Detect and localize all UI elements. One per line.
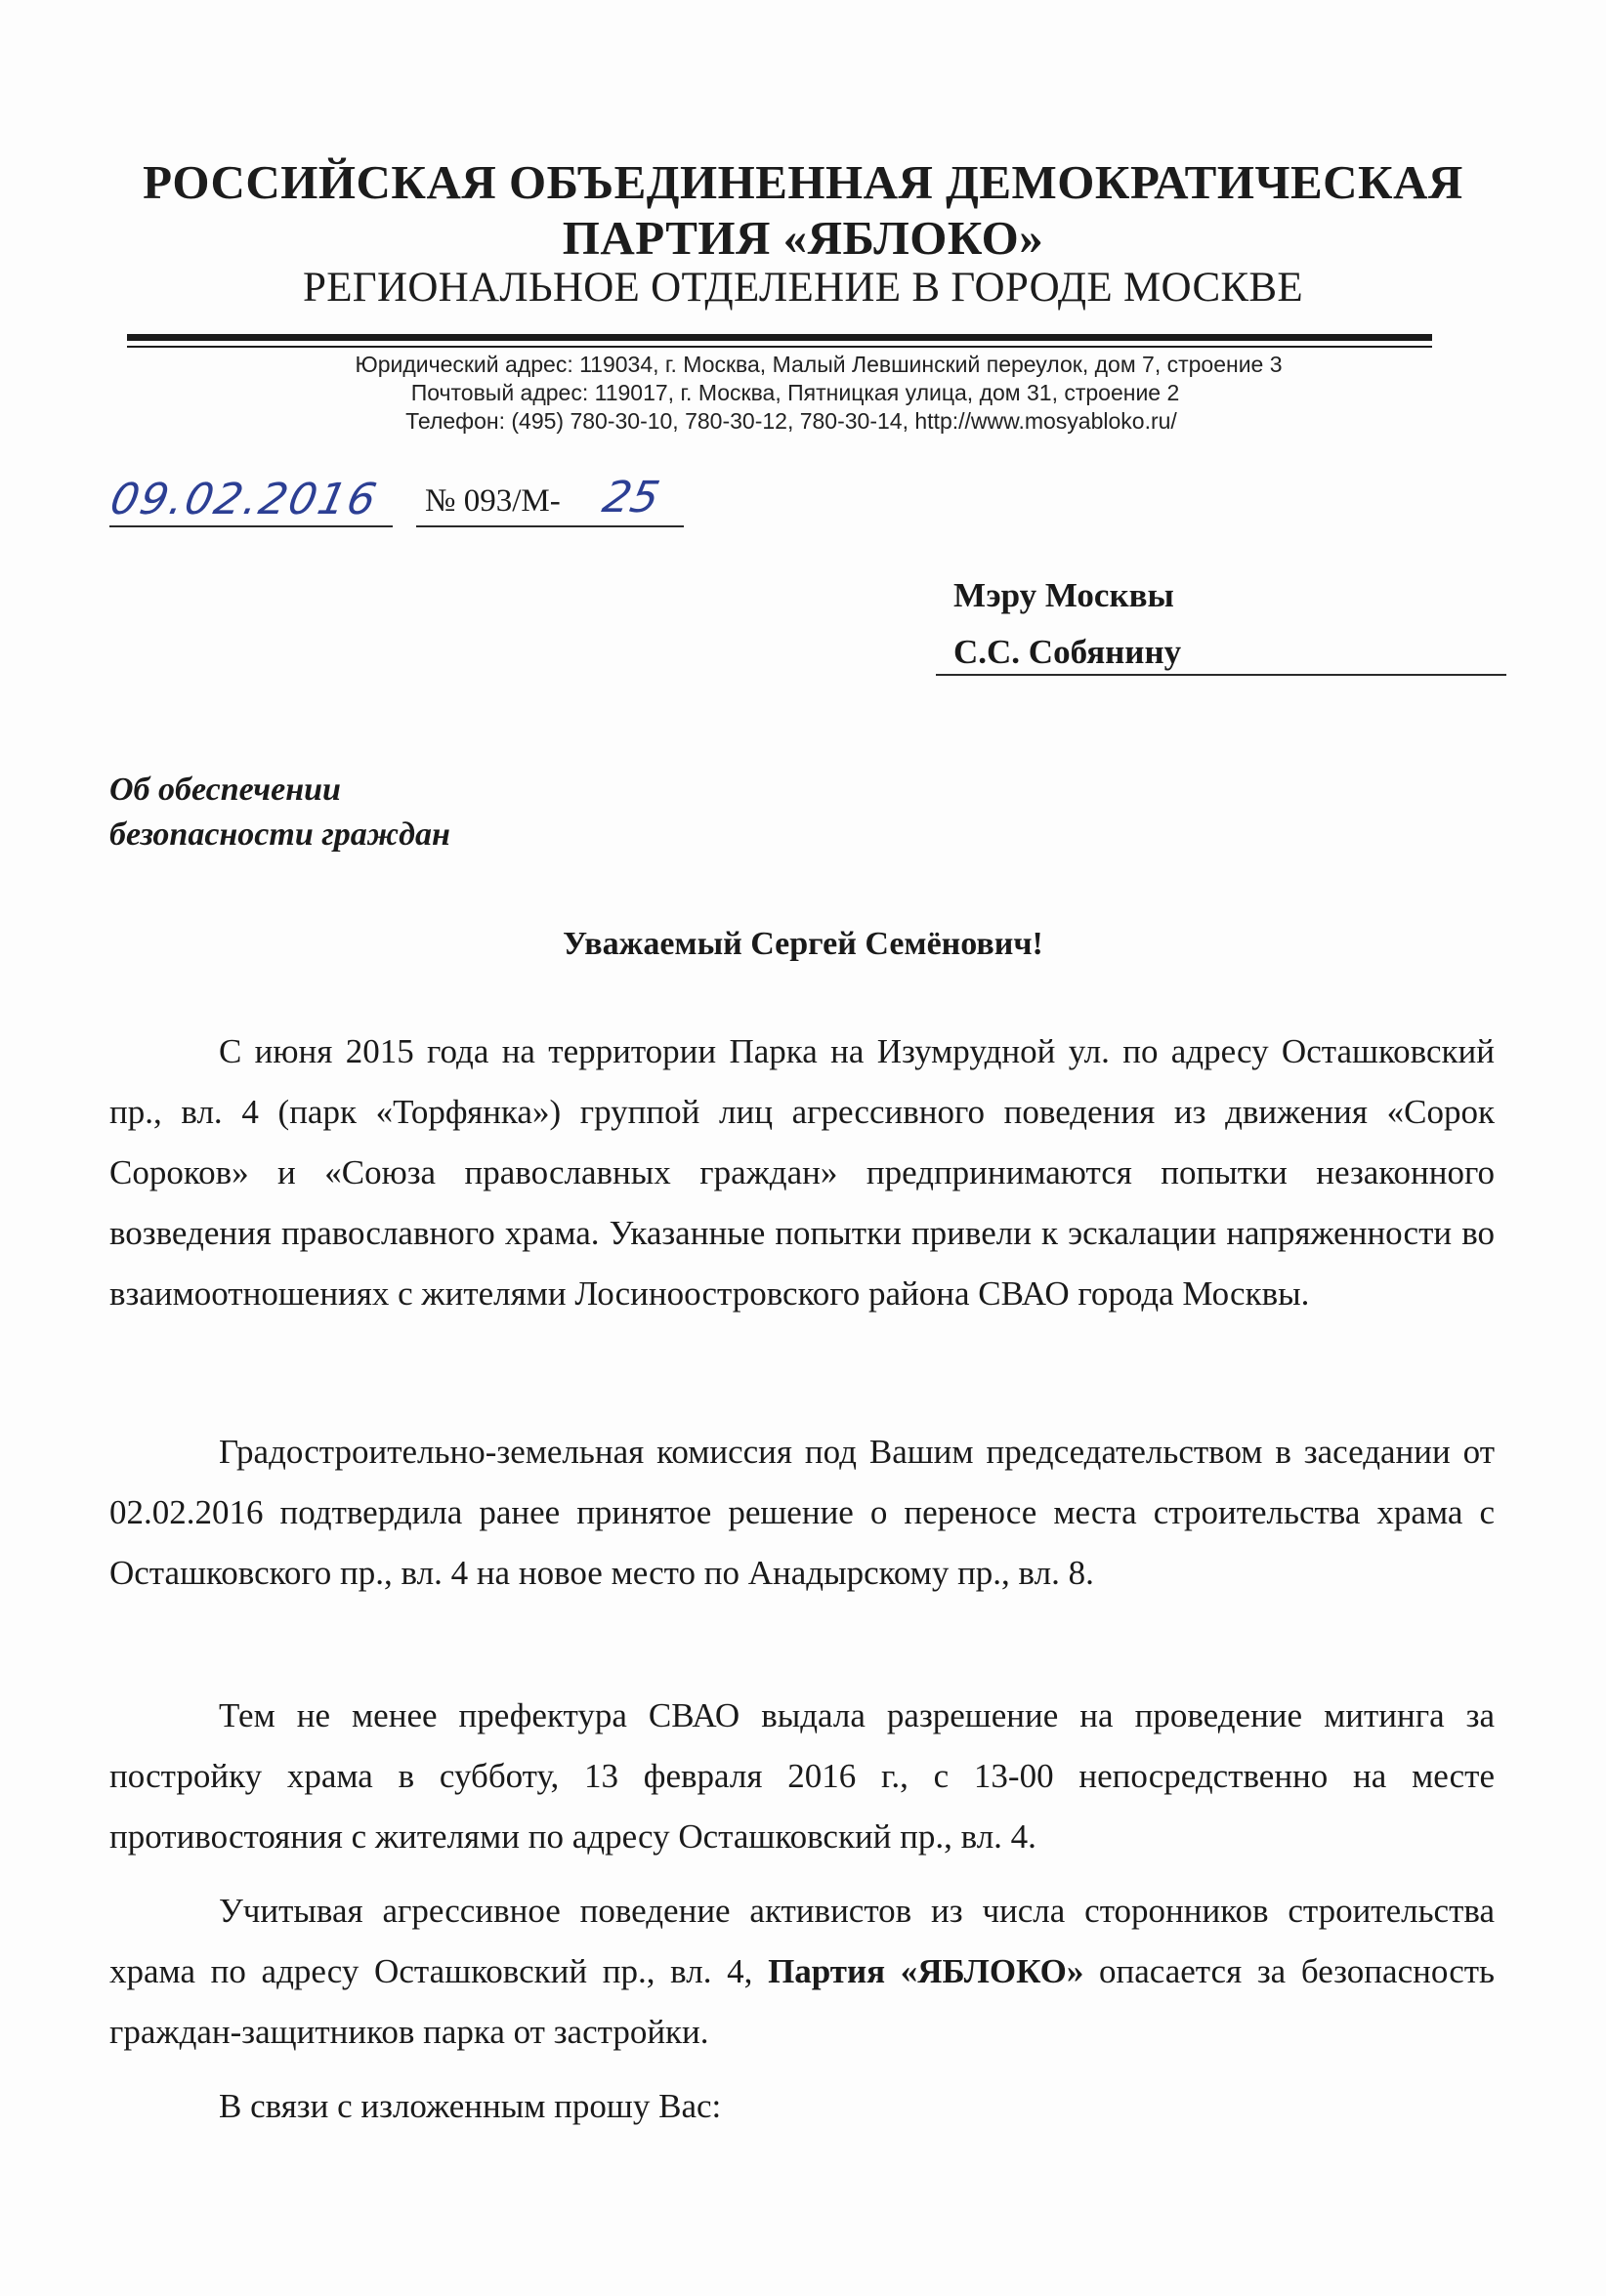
body-paragraph-5: В связи с изложенным прошу Вас: [219, 2087, 722, 2125]
subject-line-1: Об обеспечении [109, 772, 341, 808]
party-name-bold: Партия «ЯБЛОКО» [768, 1952, 1084, 1990]
body-paragraph-4 [109, 1881, 1495, 2063]
legal-address: Юридический адрес: 119034, г. Москва, Малый Левшинский переулок, дом 7, строение 3 [355, 352, 1283, 377]
addressee-name: С.С. Собянину [953, 633, 1182, 671]
body-paragraph-2: Градостроительно-земельная комиссия под Вашим председательством в заседании от 02.02.2016 подтвердила ранее принятое решение о переносе места строительства храма с Осташковского пр., вл. 4 на новое место по Анадырскому пр., вл. 8. [109, 1433, 1495, 1592]
handwritten-date: 09.02.2016 [106, 475, 383, 524]
salutation: Уважаемый Сергей Семёнович! [563, 926, 1043, 962]
body-paragraph-1: С июня 2015 года на территории Парка на Изумрудной ул. по адресу Осташковский пр., вл. 4 (парк «Торфянка») группой лиц агрессивного поведения из движения «Сорок Сороков» и «Союза православных граждан» предпринимаются попытки незаконного возведения православного храма. Указанные попытки привели к эскалации напряженности во взаимоотношениях с жителями Лосиноостровского района СВАО города Москвы. [109, 1032, 1495, 1313]
date-underline [109, 525, 393, 527]
postal-address: Почтовый адрес: 119017, г. Москва, Пятницкая улица, дом 31, строение 2 [410, 380, 1180, 405]
subject-line-2: безопасности граждан [109, 816, 450, 853]
registration-underline [416, 525, 684, 527]
phone-and-website: Телефон: (495) 780-30-10, 780-30-12, 780-30-14, http://www.mosyabloko.ru/ [405, 408, 1177, 434]
letterhead-divider-thick [127, 334, 1432, 341]
letterhead-title-line-2: ПАРТИЯ «ЯБЛОКО» [562, 211, 1044, 265]
letterhead-subtitle: РЕГИОНАЛЬНОЕ ОТДЕЛЕНИЕ В ГОРОДЕ МОСКВЕ [303, 265, 1303, 311]
body-paragraph-4-end: опасается за безопасность граждан-защитников парка от застройки. [109, 1952, 1495, 2051]
body-paragraph-4-start: Учитывая агрессивное поведение активистов из числа сторонников строительства храма по адресу Осташковский пр., вл. 4, [109, 1892, 1495, 1990]
addressee-title: Мэру Москвы [953, 576, 1174, 614]
registration-number-label: № 093/М- [425, 483, 561, 519]
letterhead-divider-thin [127, 346, 1432, 348]
addressee-underline [936, 674, 1506, 676]
letterhead-title-line-1: РОССИЙСКАЯ ОБЪЕДИНЕННАЯ ДЕМОКРАТИЧЕСКАЯ [143, 155, 1463, 209]
body-paragraph-3: Тем не менее префектура СВАО выдала разрешение на проведение митинга за постройку храма в субботу, 13 февраля 2016 г., с 13-00 непосредственно на месте противостояния с жителями по адресу Осташковский пр., вл. 4. [109, 1696, 1495, 1856]
handwritten-registration-number: 25 [598, 473, 664, 522]
